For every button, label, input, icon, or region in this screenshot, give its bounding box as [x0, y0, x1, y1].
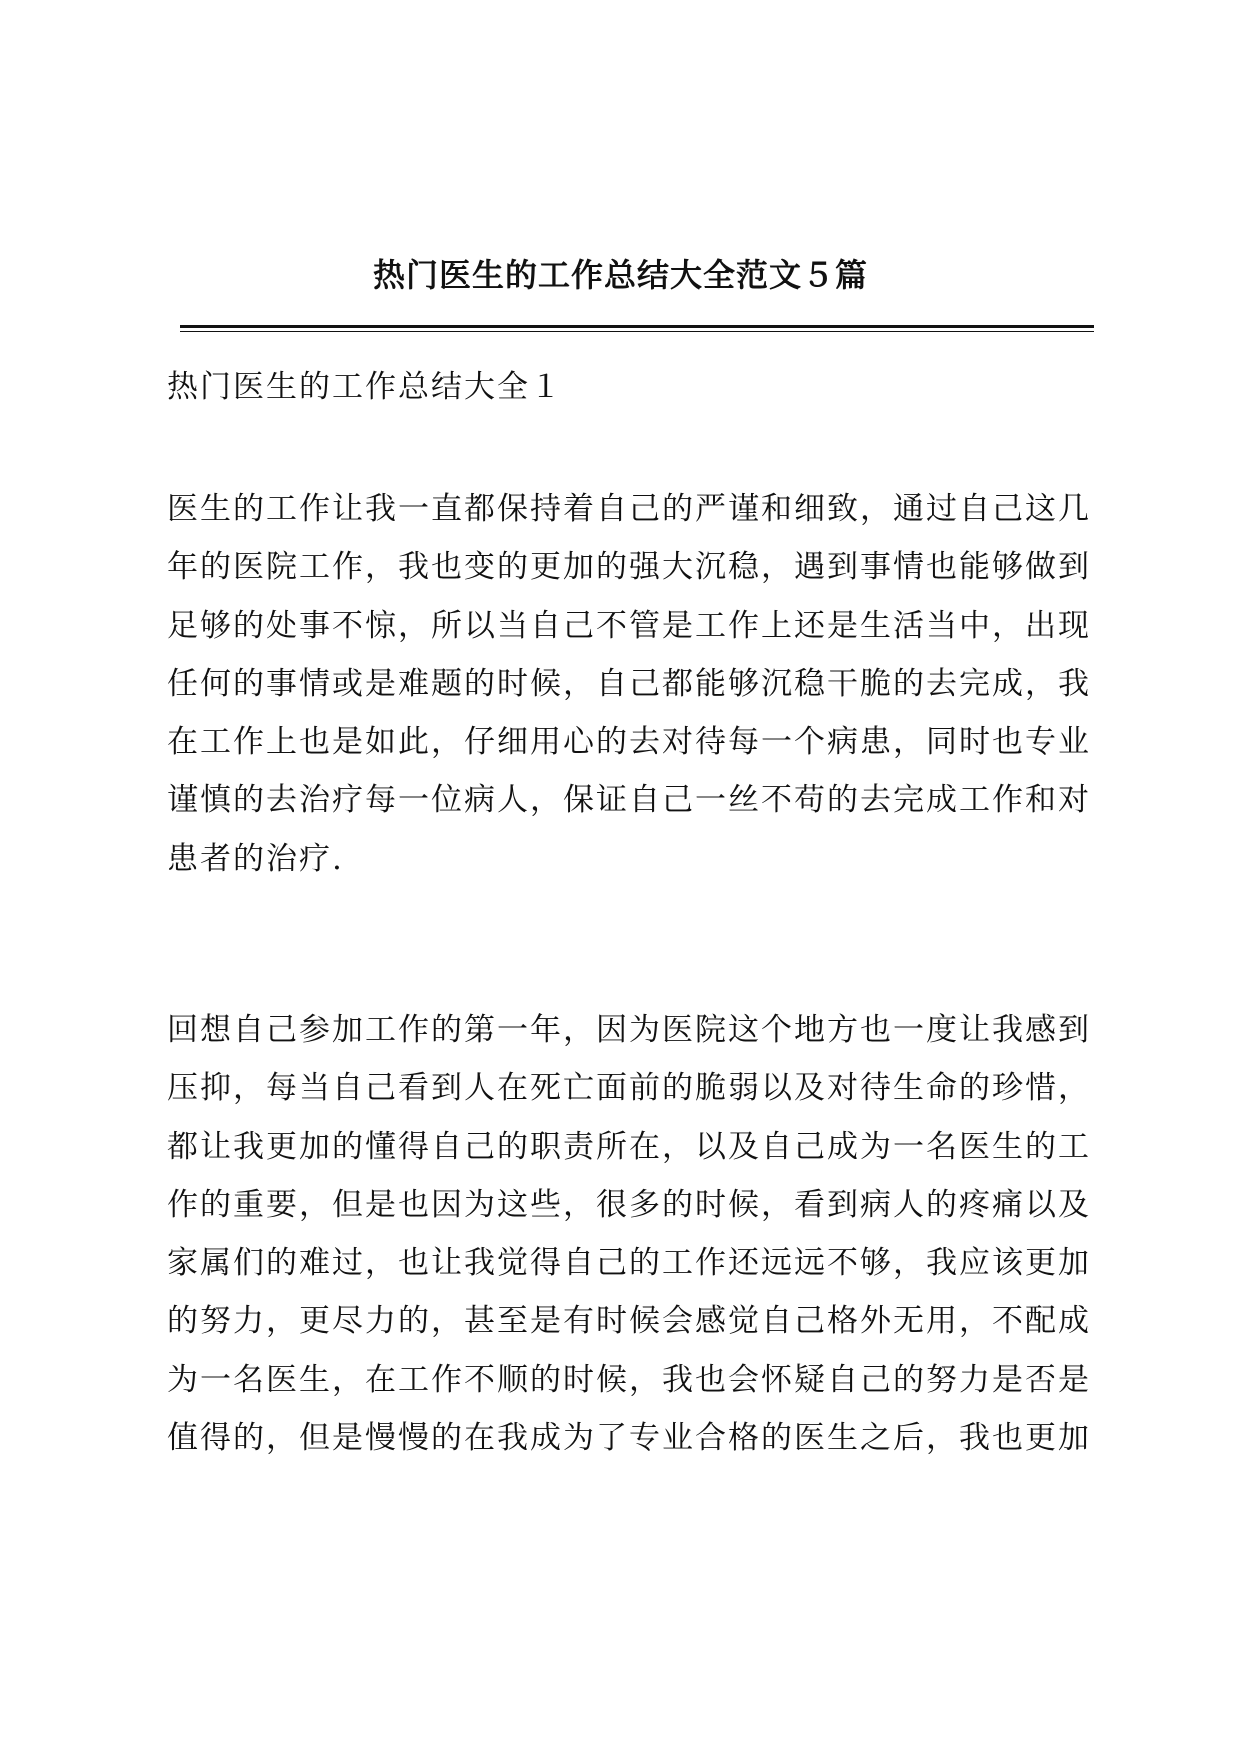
text-line: 的努力，更尽力的，甚至是有时候会感觉自己格外无用，不配成 — [167, 1303, 1091, 1340]
text-line: 任何的事情或是难题的时候，自己都能够沉稳干脆的去完成，我 — [167, 665, 1091, 702]
paragraph — [167, 480, 1091, 888]
text-line: 值得的，但是慢慢的在我成为了专业合格的医生之后，我也更加 — [167, 1420, 1091, 1457]
text-line: 都让我更加的懂得自己的职责所在，以及自己成为一名医生的工 — [167, 1128, 1091, 1165]
text-line: 谨慎的去治疗每一位病人，保证自己一丝不苟的去完成工作和对 — [167, 782, 1091, 819]
text-line: 医生的工作让我一直都保持着自己的严谨和细致，通过自己这几 — [167, 491, 1091, 527]
text-line: 足够的处事不惊，所以当自己不管是工作上还是生活当中，出现 — [167, 607, 1091, 644]
section-heading: 热门医生的工作总结大全１ — [167, 369, 563, 405]
title-divider-thick — [180, 325, 1094, 328]
text-line: 作的重要，但是也因为这些，很多的时候，看到病人的疼痛以及 — [167, 1186, 1091, 1223]
text-line: 年的医院工作，我也变的更加的强大沉稳，遇到事情也能够做到 — [167, 549, 1091, 586]
text-line: 家属们的难过，也让我觉得自己的工作还远远不够，我应该更加 — [167, 1245, 1091, 1282]
text-line: 患者的治疗. — [167, 840, 344, 877]
text-line: 在工作上也是如此，仔细用心的去对待每一个病患，同时也专业 — [167, 724, 1091, 761]
paragraph — [167, 1001, 1091, 1467]
text-line: 回想自己参加工作的第一年，因为医院这个地方也一度让我感到 — [167, 1012, 1091, 1048]
text-line: 压抑，每当自己看到人在死亡面前的脆弱以及对待生命的珍惜， — [167, 1070, 1091, 1107]
document-title: 热门医生的工作总结大全范文５篇 — [372, 256, 868, 294]
title-divider-thin — [180, 331, 1094, 332]
text-line: 为一名医生，在工作不顺的时候，我也会怀疑自己的努力是否是 — [167, 1361, 1091, 1398]
